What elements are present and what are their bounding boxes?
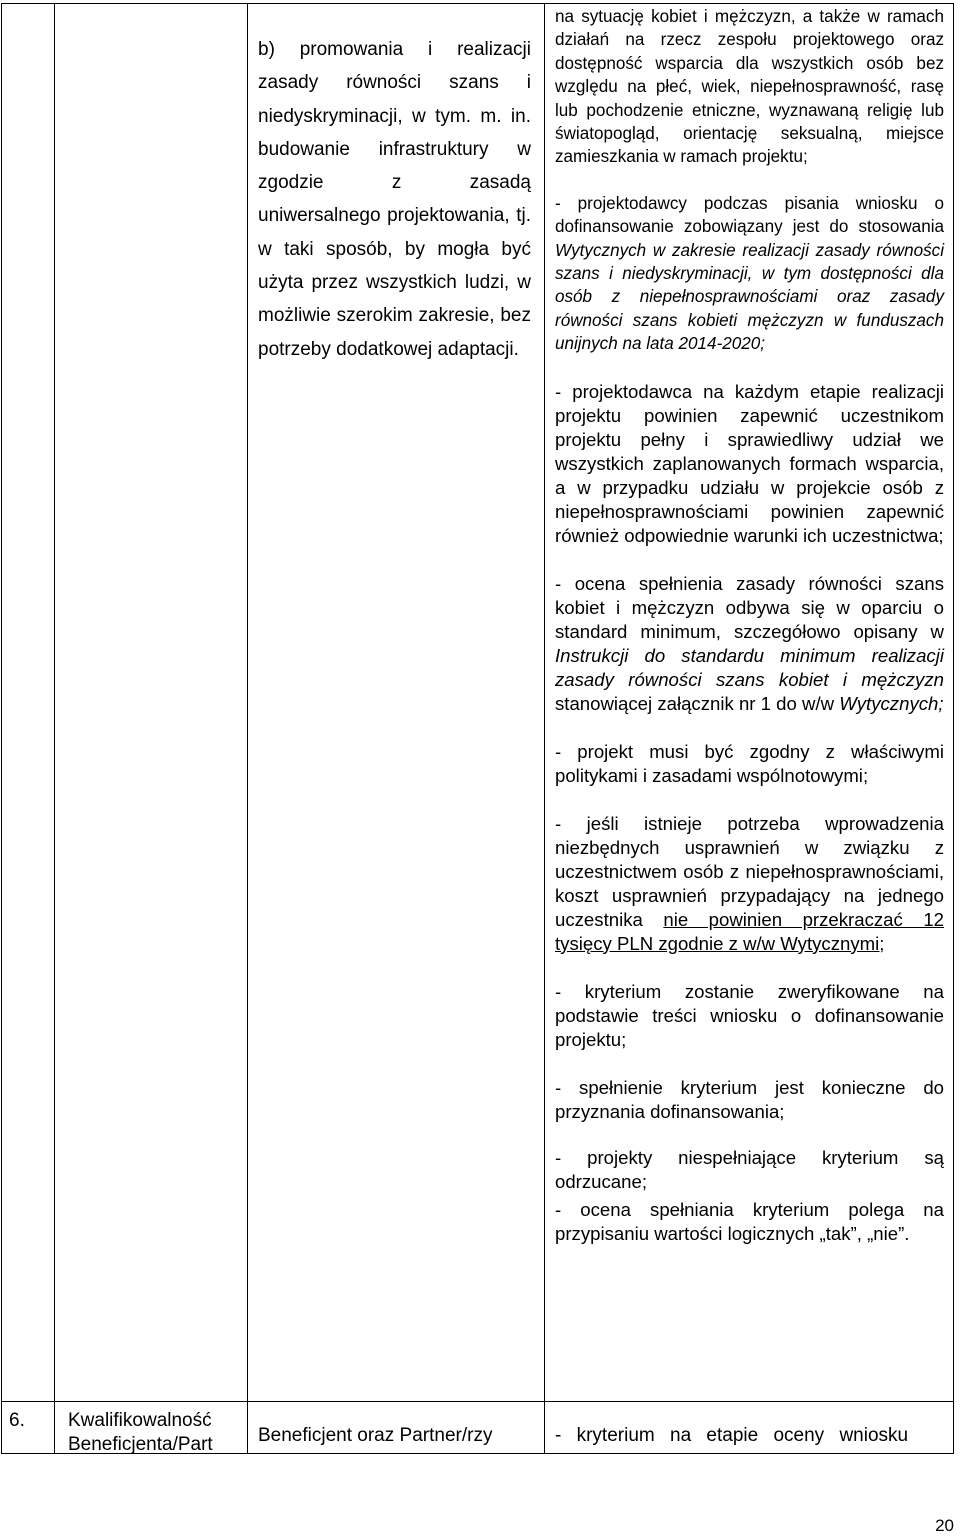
row5-col4-text — [555, 5, 944, 1246]
row6-criterion-name: Kwalifikowalność Beneficjenta/Part — [68, 1410, 213, 1455]
row6-col4-text: - kryterium na etapie oceny wniosku — [555, 1425, 909, 1446]
criterion-paragraph: - projekt musi być zgodny z właściwymi politykami i zasadami wspólnotowymi; — [555, 740, 944, 786]
row6-number: 6. — [9, 1410, 25, 1431]
column-divider — [247, 3, 248, 1454]
criterion-paragraph: - projekty niespełniające kryterium są odrzucane; — [555, 1146, 944, 1192]
cost-limit: nie powinien przekraczać 12 tysięcy PLN zgodnie z w/w Wytycznymi; — [555, 908, 944, 954]
criterion-paragraph — [555, 192, 944, 356]
paragraph-lead: - ocena spełnienia zasady równości szans kobiet i mężczyzn odbywa się w oparciu o standard minimum, szczegółowo opisany w — [555, 572, 944, 642]
row5-col3-text: b) promowania i realizacji zasady równości szans i niedyskryminacji, w tym. m. in. budowanie infrastruktury w zgodzie z zasadą uniwersalnego projektowania, tj. w taki sposób, by mogła być użyta przez wszystkich ludzi, w możliwie szerokim zakresie, bez potrzeby dodatkowej adaptacji. — [258, 39, 531, 360]
row6-col3-text: Beneficjent oraz Partner/rzy — [258, 1425, 493, 1446]
paragraph-lead: - jeśli istnieje potrzeba wprowadzenia niezbędnych usprawnień w związku z uczestnictwem osób z niepełnosprawnościami, koszt usprawnień przypadający na jednego uczestnika — [555, 812, 944, 930]
instruction-title: Instrukcji do standardu minimum realizacji zasady równości szans kobiet i mężczyzn — [555, 644, 944, 690]
column-divider — [544, 3, 545, 1454]
row-divider — [1, 1401, 954, 1402]
criterion-paragraph: na sytuację kobiet i mężczyzn, a także w ramach działań na rzecz zespołu projektowego oraz dostępność wsparcia dla wszystkich osób bez względu na płeć, wiek, niepełnosprawność, rasę lub pochodzenie etniczne, wyznawaną religię lub światopogląd, orientację seksualną, miejsce zamieszkania w ramach projektu; — [555, 7, 944, 167]
criterion-paragraph — [555, 572, 944, 716]
criterion-paragraph: - kryterium zostanie zweryfikowane na podstawie treści wniosku o dofinansowanie projektu; — [555, 980, 944, 1050]
criterion-paragraph: - spełnienie kryterium jest konieczne do przyznania dofinansowania; — [555, 1076, 944, 1122]
criterion-paragraph: - projektodawca na każdym etapie realizacji projektu powinien zapewnić uczestnikom projektu pełny i sprawiedliwy udział we wszystkich zaplanowanych formach wsparcia, a w przypadku udziału w projekcie osób z niepełnosprawnościami powinien zapewnić również odpowiednie warunki ich uczestnictwa; — [555, 380, 944, 546]
guidelines-ref: Wytycznych; — [839, 692, 944, 714]
paragraph-lead: - projektodawcy podczas pisania wniosku o dofinansowanie zobowiązany jest do stosowania — [555, 193, 944, 237]
column-divider — [54, 3, 55, 1454]
paragraph-mid: stanowiącej załącznik nr 1 do w/w — [555, 692, 840, 714]
criterion-paragraph — [555, 812, 944, 956]
criterion-paragraph: - ocena spełniania kryterium polega na przypisaniu wartości logicznych „tak”, „nie”. — [555, 1198, 944, 1244]
page-number: 20 — [935, 1516, 954, 1535]
guidelines-title: Wytycznych w zakresie realizacji zasady równości szans i niedyskryminacji, w tym dostępności dla osób z niepełnosprawnościami oraz zasady równości szans kobieti mężczyzn w funduszach unijnych na lata 2014-2020; — [555, 240, 944, 354]
